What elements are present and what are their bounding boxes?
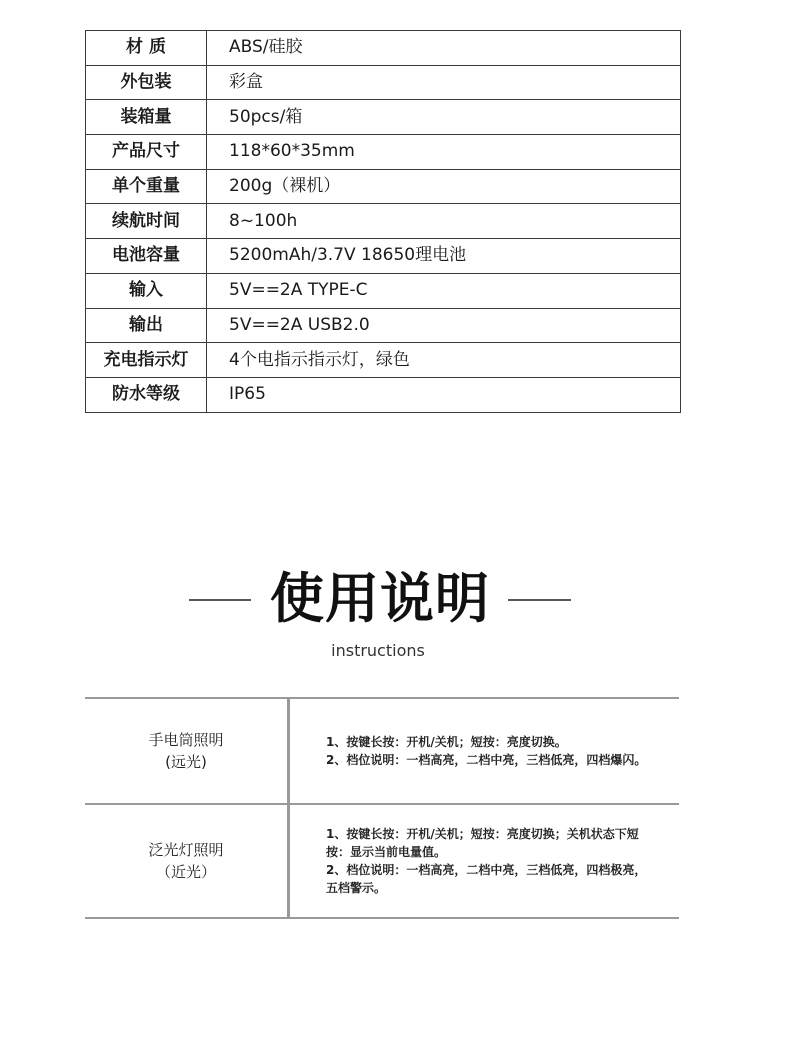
description-line: 1、按键长按：开机/关机；短按：亮度切换；关机状态下短 xyxy=(326,827,639,841)
title-divider-left xyxy=(189,599,251,601)
description-line: 2、档位说明：一档高亮，二档中亮，三档低亮，四档爆闪。 xyxy=(326,753,647,767)
spec-row-runtime xyxy=(86,204,681,239)
spec-value: 彩盒 xyxy=(207,65,681,100)
spec-label: 防水等级 xyxy=(86,377,207,412)
spec-label: 产品尺寸 xyxy=(86,135,207,170)
spec-label: 输入 xyxy=(86,273,207,308)
spec-row-material xyxy=(86,31,681,66)
page-title: 使用说明 xyxy=(270,567,490,630)
spec-value: 50pcs/箱 xyxy=(207,100,681,135)
spec-value: 5200mAh/3.7V 18650理电池 xyxy=(207,239,681,274)
title-divider-right xyxy=(508,599,571,601)
spec-table xyxy=(85,30,681,413)
spec-value: 8~100h xyxy=(207,204,681,239)
mode-name-sub: （近光） xyxy=(155,863,216,881)
mode-description xyxy=(290,699,679,803)
mode-name xyxy=(85,699,290,803)
page-subtitle: instructions xyxy=(331,641,425,660)
spec-row-size xyxy=(86,135,681,170)
spec-label: 输出 xyxy=(86,308,207,343)
spec-row-output xyxy=(86,308,681,343)
mode-description xyxy=(290,805,679,917)
description-line: 按：显示当前电量值。 xyxy=(326,845,447,859)
spec-value: 118*60*35mm xyxy=(207,135,681,170)
spec-label: 续航时间 xyxy=(86,204,207,239)
spec-label: 装箱量 xyxy=(86,100,207,135)
spec-value: IP65 xyxy=(207,377,681,412)
mode-name-line: 泛光灯照明 xyxy=(148,841,224,859)
spec-label: 充电指示灯 xyxy=(86,343,207,378)
spec-value: 4个电指示指示灯，绿色 xyxy=(207,343,681,378)
spec-value: 200g（裸机） xyxy=(207,169,681,204)
spec-value: 5V==2A TYPE-C xyxy=(207,273,681,308)
section-title xyxy=(0,566,790,636)
description-line: 2、档位说明：一档高亮，二档中亮，三档低亮，四档极亮， xyxy=(326,863,647,877)
spec-label: 单个重量 xyxy=(86,169,207,204)
divider xyxy=(85,917,679,919)
spec-row-indicator xyxy=(86,343,681,378)
mode-name-sub: (远光) xyxy=(165,753,207,771)
spec-label: 外包装 xyxy=(86,65,207,100)
spec-row-battery xyxy=(86,239,681,274)
spec-row-carton-qty xyxy=(86,100,681,135)
spec-row-waterproof xyxy=(86,377,681,412)
spec-label: 电池容量 xyxy=(86,239,207,274)
spec-value: 5V==2A USB2.0 xyxy=(207,308,681,343)
description-line: 五档警示。 xyxy=(326,881,387,895)
mode-name xyxy=(85,805,290,917)
instructions-table xyxy=(85,697,679,919)
spec-label: 材 质 xyxy=(86,31,207,66)
spec-value: ABS/硅胶 xyxy=(207,31,681,66)
instruction-row-floodlight xyxy=(85,805,679,917)
mode-name-line: 手电筒照明 xyxy=(148,731,224,749)
description-line: 1、按键长按：开机/关机；短按：亮度切换。 xyxy=(326,735,567,749)
spec-row-input xyxy=(86,273,681,308)
spec-row-packaging xyxy=(86,65,681,100)
spec-row-weight xyxy=(86,169,681,204)
instruction-row-flashlight xyxy=(85,699,679,803)
